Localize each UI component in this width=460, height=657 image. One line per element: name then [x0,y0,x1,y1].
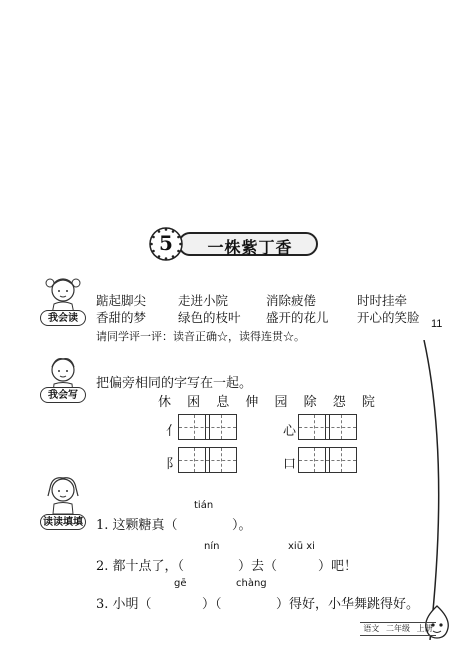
page-edge-curve [420,340,460,640]
question-3-part2: ）（ [202,597,222,612]
read-word: 时时挂牵 [357,293,408,308]
evaluation-text: 请同学评一评：读音正确☆，读得连贯☆。 [96,330,305,343]
footer-subject: 语文 [363,624,380,633]
footer-volume: 上册 [416,624,433,633]
writing-grid[interactable] [325,414,357,440]
question-2-part1: 2. 都十点了，（ [96,559,185,574]
read-tag: 我会读 [40,310,86,326]
radical-label: 心 [283,424,297,439]
read-word: 踮起脚尖 [96,293,147,308]
writing-grid[interactable] [205,414,237,440]
question-2-part2: ）去（ [238,559,278,574]
lesson-banner [148,226,320,262]
writing-grid[interactable] [205,447,237,473]
read-word: 绿色的枝叶 [178,310,241,325]
write-instruction: 把偏旁相同的字写在一起。 [96,376,253,391]
writing-grid[interactable] [325,447,357,473]
character-list: 休 困 息 伸 园 除 怨 院 [158,395,381,410]
read-word: 盛开的花儿 [266,310,329,325]
fill-tag: 读读填填 [40,514,86,530]
page-number: 11 [431,318,443,330]
question-3-part3: ）得好，小华舞跳得好。 [276,597,420,612]
lesson-title: 一株紫丁香 [207,240,293,257]
read-word: 香甜的梦 [96,310,147,325]
radical-label: 阝 [166,457,180,472]
read-word: 开心的笑脸 [357,310,420,325]
pinyin-hint: gē [174,578,187,589]
radical-label: 亻 [166,424,180,439]
question-1-prefix: 1. 这颗糖真（ [96,518,178,533]
question-3-part1: 3. 小明（ [96,597,152,612]
question-1-suffix: ）。 [232,518,252,533]
footer-bar [360,622,436,636]
pinyin-hint: nín [204,541,220,552]
pinyin-hint: xiū xi [288,541,315,552]
write-tag: 我会写 [40,387,86,403]
question-2-part3: ）吧！ [318,559,358,574]
read-word: 走进小院 [178,293,229,308]
radical-label: 口 [283,457,297,472]
pinyin-hint: chàng [236,578,267,589]
footer-grade: 二年级 [385,624,410,633]
pinyin-hint: tián [194,500,214,511]
read-word: 消除疲倦 [266,293,317,308]
lesson-number: 5 [159,231,173,255]
